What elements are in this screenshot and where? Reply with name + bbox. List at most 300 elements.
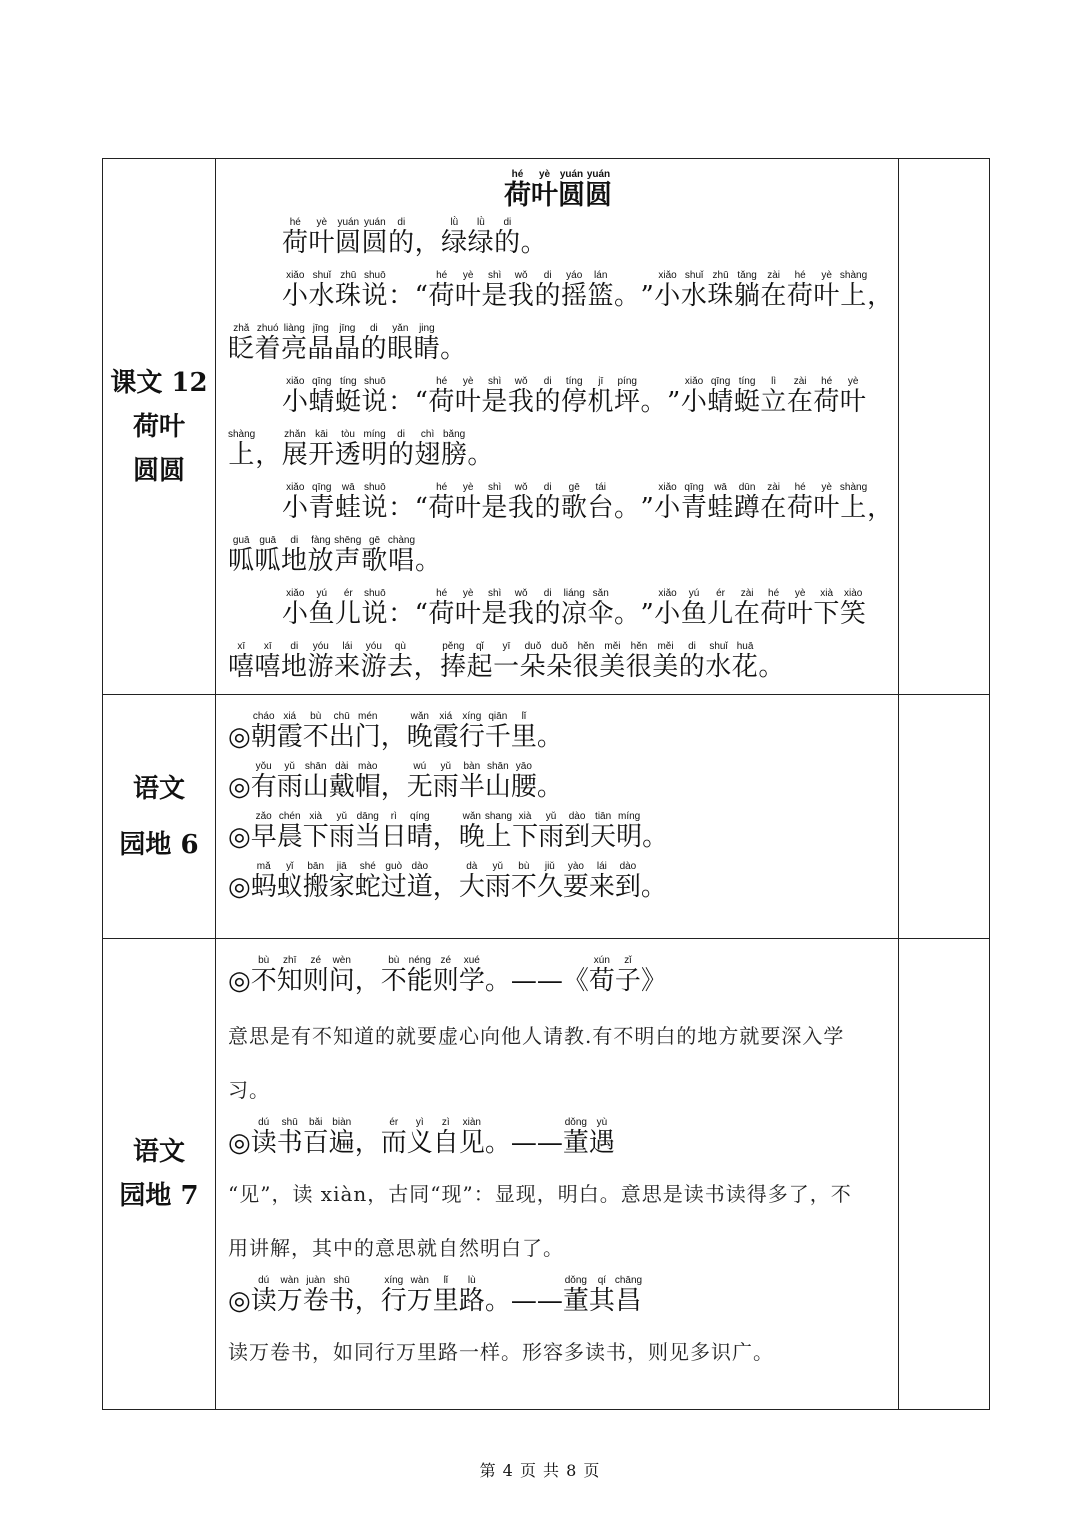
annotated-char: 晚wǎn: [406, 711, 433, 752]
pinyin-annotation: [485, 955, 511, 966]
annotated-char: 大dà: [458, 861, 485, 902]
pinyin-annotation: duǒ: [519, 641, 547, 652]
annotated-char: 山shān: [302, 761, 329, 802]
pinyin-annotation: wǒ: [507, 482, 535, 493]
pinyin-annotation: shì: [481, 482, 508, 493]
quote-explanation: 用讲解，其中的意思就自然明白了。: [228, 1236, 564, 1260]
annotated-char: 义yì: [406, 1117, 433, 1158]
annotated-char: 唱chàng: [387, 535, 416, 576]
annotated-char: 开kāi: [308, 429, 335, 470]
annotated-char: 眨zhǎ: [228, 323, 255, 364]
annotated-char: 蚁yǐ: [276, 861, 303, 902]
pinyin-annotation: yāo: [510, 761, 537, 772]
pinyin-annotation: [641, 376, 668, 387]
annotated-char: 朵duǒ: [546, 641, 573, 682]
annotated-char: —: [511, 1286, 537, 1316]
pinyin-annotation: zì: [432, 1117, 459, 1128]
pinyin-annotation: yú: [680, 588, 708, 599]
pinyin-annotation: [255, 429, 282, 440]
pinyin-annotation: dūn: [733, 482, 761, 493]
pinyin-annotation: [415, 217, 442, 228]
annotated-char: 其qí: [588, 1275, 615, 1316]
pinyin-annotation: měi: [599, 641, 626, 652]
annotated-char: 水shuǐ: [705, 641, 732, 682]
pinyin-annotation: tíng: [733, 376, 761, 387]
annotated-char: 道dào: [406, 861, 433, 902]
pinyin-annotation: wǒ: [507, 376, 535, 387]
pinyin-annotation: kāi: [308, 429, 335, 440]
pinyin-annotation: tíng: [560, 376, 588, 387]
pinyin-annotation: [440, 323, 467, 334]
annotated-char: “: [415, 493, 429, 523]
annotated-char: ，: [355, 1286, 381, 1316]
pinyin-annotation: biàn: [328, 1117, 355, 1128]
pinyin-annotation: [667, 376, 681, 387]
annotated-char: ◎: [228, 966, 251, 996]
pinyin-annotation: [537, 1275, 563, 1286]
row-label-garden-6: [103, 695, 216, 939]
annotated-char: 圆yuán: [335, 217, 362, 258]
pinyin-annotation: tǎng: [733, 270, 761, 281]
pinyin-annotation: xiǎo: [282, 482, 309, 493]
pinyin-annotation: hé: [813, 376, 840, 387]
annotated-char: 小xiǎo: [282, 482, 309, 523]
annotated-char: 久jiǔ: [536, 861, 563, 902]
table-row-garden-7: [103, 939, 990, 1410]
pinyin-annotation: guò: [380, 861, 407, 872]
pinyin-annotation: shé: [354, 861, 381, 872]
pinyin-annotation: shuǐ: [308, 270, 336, 281]
pinyin-annotation: yuán: [558, 169, 585, 180]
pinyin-annotation: xī: [228, 641, 255, 652]
pinyin-annotation: yè: [531, 169, 558, 180]
annotated-char: 儿ér: [335, 588, 362, 629]
poem-title: [228, 169, 888, 217]
pinyin-annotation: jiā: [328, 861, 355, 872]
annotated-char: 遍biàn: [328, 1117, 355, 1158]
pinyin-annotation: wàn: [406, 1275, 433, 1286]
pinyin-annotation: míng: [616, 811, 643, 822]
annotated-char: 圆yuán: [361, 217, 389, 258]
pinyin-annotation: wǒ: [507, 588, 535, 599]
pinyin-annotation: lán: [587, 270, 614, 281]
pinyin-annotation: [381, 711, 407, 722]
annotated-char: 。: [537, 772, 563, 802]
pinyin-annotation: juàn: [302, 1275, 329, 1286]
annotated-char: 是shì: [481, 270, 508, 311]
annotated-char: “: [415, 387, 429, 417]
annotated-char: 上shang: [484, 811, 513, 852]
pinyin-annotation: yè: [454, 482, 482, 493]
poem-line: [228, 482, 894, 535]
annotated-char: 蜓tíng: [733, 376, 761, 417]
document-table-wrapper: [102, 158, 990, 1410]
pinyin-annotation: gē: [361, 535, 388, 546]
annotated-char: 地di: [281, 535, 308, 576]
pinyin-annotation: [537, 1117, 563, 1128]
pinyin-annotation: wàn: [276, 1275, 303, 1286]
pinyin-annotation: dào: [614, 861, 641, 872]
annotated-char: 蛙wā: [707, 482, 734, 523]
annotated-char: 小xiǎo: [282, 588, 309, 629]
pinyin-annotation: xī: [254, 641, 282, 652]
annotated-char: 游yóu: [307, 641, 335, 682]
pinyin-annotation: [388, 482, 415, 493]
annotated-char: 停tíng: [560, 376, 588, 417]
annotated-char: 路lù: [458, 1275, 485, 1316]
pinyin-annotation: di: [281, 535, 308, 546]
row-label-line: 课文 12: [110, 367, 208, 398]
pinyin-annotation: [228, 1117, 251, 1128]
annotated-char: ：: [388, 493, 415, 523]
annotated-char: 我wǒ: [507, 588, 535, 629]
pinyin-annotation: néng: [406, 955, 433, 966]
annotated-char: 。: [537, 722, 563, 752]
pinyin-annotation: chū: [328, 711, 355, 722]
pinyin-annotation: dài: [328, 761, 355, 772]
pinyin-annotation: hěn: [572, 641, 600, 652]
annotated-char: 荷hé: [786, 482, 814, 523]
annotated-char: ，: [867, 493, 894, 523]
annotated-char: 雨yǔ: [432, 761, 459, 802]
annotated-char: 不bù: [510, 861, 537, 902]
annotated-char: 声shēng: [334, 535, 362, 576]
annotated-char: 叶yè: [813, 270, 840, 311]
pinyin-annotation: yǔ: [484, 861, 511, 872]
annotated-char: 要yào: [562, 861, 589, 902]
pinyin-annotation: xíng: [380, 1275, 407, 1286]
pinyin-annotation: wú: [406, 761, 433, 772]
annotated-char: 蜓tíng: [335, 376, 362, 417]
pinyin-annotation: guā: [254, 535, 282, 546]
annotated-char: 当dāng: [354, 811, 381, 852]
annotated-char: 荷hé: [504, 169, 531, 211]
pinyin-annotation: xià: [813, 588, 840, 599]
annotated-char: 遇yù: [588, 1117, 615, 1158]
pinyin-annotation: hé: [786, 482, 814, 493]
row-label-lesson-12: [103, 159, 216, 695]
poem-line: [228, 535, 888, 588]
annotated-char: 在zài: [786, 376, 814, 417]
pinyin-annotation: zǎo: [250, 811, 277, 822]
annotated-char: 说shuō: [361, 588, 389, 629]
annotated-char: 百bǎi: [302, 1117, 329, 1158]
annotated-char: 读dú: [250, 1275, 277, 1316]
pinyin-annotation: tái: [587, 482, 614, 493]
annotated-char: 出chū: [328, 711, 355, 752]
pinyin-annotation: xiǎo: [654, 588, 681, 599]
pinyin-annotation: [415, 588, 429, 599]
annotated-char: 呱guā: [254, 535, 282, 576]
annotated-char: 珠zhū: [335, 270, 362, 311]
pinyin-annotation: xún: [588, 955, 615, 966]
pinyin-annotation: [388, 270, 415, 281]
poem-line: [228, 217, 888, 270]
annotated-char: 霞xiá: [432, 711, 459, 752]
annotated-char: 叶yè: [531, 169, 558, 211]
annotated-char: 而ér: [380, 1117, 407, 1158]
pinyin-annotation: xiá: [276, 711, 303, 722]
pinyin-annotation: shuō: [361, 270, 389, 281]
annotated-char: 我wǒ: [507, 270, 535, 311]
annotated-char: 叶yè: [813, 482, 840, 523]
pinyin-annotation: zài: [733, 588, 761, 599]
poem-line: [228, 429, 888, 482]
blank-cell: [899, 695, 990, 939]
pinyin-annotation: [228, 955, 251, 966]
annotated-char: 荀xún: [588, 955, 615, 996]
pinyin-annotation: wǎn: [406, 711, 433, 722]
pinyin-annotation: [485, 1117, 511, 1128]
annotated-char: ，: [355, 1128, 381, 1158]
pinyin-annotation: [414, 641, 441, 652]
pinyin-annotation: shuō: [361, 376, 389, 387]
pinyin-annotation: [642, 811, 668, 822]
pinyin-annotation: shì: [481, 270, 508, 281]
annotated-char: ◎: [228, 772, 251, 802]
pinyin-annotation: jīng: [334, 323, 361, 334]
pinyin-annotation: měi: [652, 641, 679, 652]
annotated-char: 地di: [281, 641, 308, 682]
annotated-char: 叶yè: [454, 376, 482, 417]
pinyin-annotation: bù: [380, 955, 407, 966]
quote-explanation: 习。: [228, 1078, 270, 1102]
poem-line: [228, 641, 888, 694]
annotated-char: ，: [255, 440, 282, 470]
pinyin-annotation: zé: [432, 955, 459, 966]
pinyin-annotation: yè: [308, 217, 336, 228]
annotated-char: 》: [641, 966, 667, 996]
pinyin-annotation: [228, 711, 251, 722]
pinyin-annotation: yóu: [360, 641, 388, 652]
pinyin-annotation: [641, 482, 655, 493]
annotated-char: 荷hé: [786, 270, 814, 311]
annotated-char: 卷juàn: [302, 1275, 329, 1316]
annotated-char: ”: [641, 599, 655, 629]
pinyin-annotation: tiān: [590, 811, 617, 822]
annotated-char: ，: [414, 652, 441, 682]
pinyin-annotation: wǒ: [507, 270, 535, 281]
pinyin-annotation: xué: [458, 955, 485, 966]
pinyin-annotation: [228, 761, 251, 772]
pinyin-annotation: yǎn: [387, 323, 414, 334]
annotated-char: 行xíng: [458, 711, 485, 752]
annotated-char: ，: [433, 822, 459, 852]
annotated-char: ◎: [228, 722, 251, 752]
annotated-char: 下xià: [813, 588, 840, 629]
annotated-char: ，: [355, 966, 381, 996]
annotated-char: ，: [415, 228, 442, 258]
pinyin-annotation: ér: [707, 588, 734, 599]
annotated-char: 在zài: [760, 270, 787, 311]
pinyin-annotation: di: [534, 588, 561, 599]
annotated-char: 小xiǎo: [654, 482, 681, 523]
pinyin-annotation: liàng: [281, 323, 308, 334]
pinyin-annotation: di: [678, 641, 706, 652]
annotated-char: 放fàng: [307, 535, 335, 576]
annotated-char: ，: [433, 872, 459, 902]
annotated-char: ”: [641, 281, 655, 311]
annotated-char: 是shì: [481, 376, 508, 417]
annotated-char: 的di: [388, 217, 415, 258]
annotated-char: 游yóu: [360, 641, 388, 682]
annotated-char: 戴dài: [328, 761, 355, 802]
annotated-char: 伞sǎn: [587, 588, 614, 629]
annotated-char: 搬bān: [302, 861, 329, 902]
pinyin-annotation: lǜ: [441, 217, 468, 228]
annotated-char: 展zhǎn: [281, 429, 309, 470]
annotated-char: 睛jing: [413, 323, 441, 364]
quote-explanation: 意思是有不知道的就要虚心向他人请教.有不明白的地方就要深入学: [228, 1024, 845, 1048]
row-label-line: 荷叶: [132, 411, 185, 442]
quote-line: [228, 1275, 888, 1325]
pinyin-annotation: [614, 588, 641, 599]
pinyin-annotation: bù: [250, 955, 277, 966]
annotated-char: 小xiǎo: [282, 270, 309, 311]
annotated-char: 蚂mǎ: [250, 861, 277, 902]
annotated-char: 来lái: [334, 641, 361, 682]
annotated-char: 台tái: [587, 482, 614, 523]
pinyin-annotation: dú: [250, 1117, 277, 1128]
pinyin-annotation: yè: [454, 588, 482, 599]
annotated-char: 到dào: [564, 811, 591, 852]
annotated-char: 立lì: [760, 376, 787, 417]
annotated-char: “: [415, 281, 429, 311]
annotated-char: 小xiǎo: [282, 376, 309, 417]
pinyin-annotation: huā: [731, 641, 759, 652]
pinyin-annotation: cháo: [250, 711, 277, 722]
pinyin-annotation: wā: [335, 482, 362, 493]
annotated-char: 朝cháo: [250, 711, 277, 752]
annotated-char: 着zhuó: [254, 323, 282, 364]
pinyin-annotation: [537, 711, 563, 722]
pinyin-annotation: tíng: [335, 376, 362, 387]
proverb-line: [228, 811, 888, 861]
blank-cell: [899, 939, 990, 1410]
annotated-char: ，: [381, 772, 407, 802]
quote-line: [228, 955, 888, 1005]
annotated-char: 鱼yú: [680, 588, 708, 629]
quote-explanation: “见”，读 xiàn，古同“现”：显现，明白。意思是读书读得多了，不: [228, 1182, 852, 1206]
annotated-char: 能néng: [406, 955, 433, 996]
pinyin-annotation: [355, 1117, 381, 1128]
annotated-char: 雨yǔ: [484, 861, 511, 902]
pinyin-annotation: xiǎo: [282, 270, 309, 281]
annotated-char: 说shuō: [361, 482, 389, 523]
pinyin-annotation: zài: [786, 376, 814, 387]
pinyin-annotation: wǎn: [458, 811, 485, 822]
pinyin-annotation: zhī: [276, 955, 303, 966]
annotated-char: 日rì: [380, 811, 407, 852]
annotated-char: 上shàng: [839, 482, 868, 523]
annotated-char: 门mén: [354, 711, 381, 752]
pinyin-annotation: chàng: [387, 535, 416, 546]
annotated-char: 水shuǐ: [680, 270, 708, 311]
pinyin-annotation: yè: [786, 588, 814, 599]
annotated-char: 书shū: [328, 1275, 355, 1316]
quote-line: [228, 1117, 888, 1167]
annotated-char: 荷hé: [428, 588, 455, 629]
pinyin-annotation: xiàn: [458, 1117, 485, 1128]
annotated-char: 叶yè: [454, 588, 482, 629]
pinyin-annotation: shì: [481, 588, 508, 599]
annotated-char: 则zé: [432, 955, 459, 996]
annotated-char: ”: [667, 387, 681, 417]
pinyin-annotation: [641, 955, 667, 966]
pinyin-annotation: yǔ: [276, 761, 303, 772]
garden-7-content: [216, 939, 899, 1410]
pinyin-annotation: bǎng: [440, 429, 468, 440]
annotated-char: 到dào: [614, 861, 641, 902]
annotated-char: 水shuǐ: [308, 270, 336, 311]
pinyin-annotation: xiá: [432, 711, 459, 722]
annotated-char: —: [511, 966, 537, 996]
pinyin-annotation: ér: [380, 1117, 407, 1128]
pinyin-annotation: yú: [308, 588, 336, 599]
annotated-char: 晴qíng: [406, 811, 433, 852]
pinyin-annotation: [433, 861, 459, 872]
annotated-char: 晚wǎn: [458, 811, 485, 852]
pinyin-annotation: dǒng: [562, 1275, 589, 1286]
annotated-char: 。: [521, 228, 548, 258]
poem-line: [228, 323, 888, 376]
pinyin-annotation: bàn: [458, 761, 485, 772]
annotated-char: 膀bǎng: [440, 429, 468, 470]
row-label-garden-7: [103, 939, 216, 1410]
annotated-char: 。: [614, 281, 641, 311]
annotated-char: 坪píng: [613, 376, 641, 417]
annotated-char: 荷hé: [760, 588, 787, 629]
pinyin-annotation: shang: [484, 811, 513, 822]
pinyin-annotation: hěn: [625, 641, 653, 652]
pinyin-annotation: [641, 861, 667, 872]
pinyin-annotation: zhuó: [254, 323, 282, 334]
annotated-char: 叶yè: [454, 270, 482, 311]
pinyin-annotation: shū: [328, 1275, 355, 1286]
annotated-char: 的di: [534, 270, 561, 311]
pinyin-annotation: yè: [454, 270, 482, 281]
pinyin-annotation: pěng: [440, 641, 467, 652]
pinyin-annotation: [867, 482, 894, 493]
row-label-line: 圆圆: [132, 455, 185, 486]
annotated-char: 。: [614, 599, 641, 629]
pinyin-annotation: yǔ: [432, 761, 459, 772]
pinyin-annotation: shàng: [839, 482, 868, 493]
pinyin-annotation: yóu: [307, 641, 335, 652]
annotated-char: 的di: [534, 588, 561, 629]
annotated-char: 自zì: [432, 1117, 459, 1158]
pinyin-annotation: píng: [613, 376, 641, 387]
annotated-char: 笑xiào: [839, 588, 867, 629]
annotated-char: 无wú: [406, 761, 433, 802]
pinyin-annotation: duǒ: [546, 641, 573, 652]
pinyin-annotation: yáo: [560, 270, 588, 281]
annotated-char: 小xiǎo: [680, 376, 708, 417]
pinyin-annotation: sǎn: [587, 588, 614, 599]
pinyin-annotation: qí: [588, 1275, 615, 1286]
pinyin-annotation: [641, 270, 655, 281]
pinyin-annotation: shān: [484, 761, 511, 772]
annotated-char: ：: [388, 387, 415, 417]
annotated-char: 叶yè: [454, 482, 482, 523]
blank-cell: [899, 159, 990, 695]
annotated-char: 的di: [534, 482, 561, 523]
pinyin-annotation: [521, 217, 548, 228]
pinyin-annotation: yǔ: [538, 811, 565, 822]
annotated-char: 蜻qīng: [308, 376, 336, 417]
pinyin-annotation: jī: [587, 376, 614, 387]
pinyin-annotation: yuán: [335, 217, 362, 228]
